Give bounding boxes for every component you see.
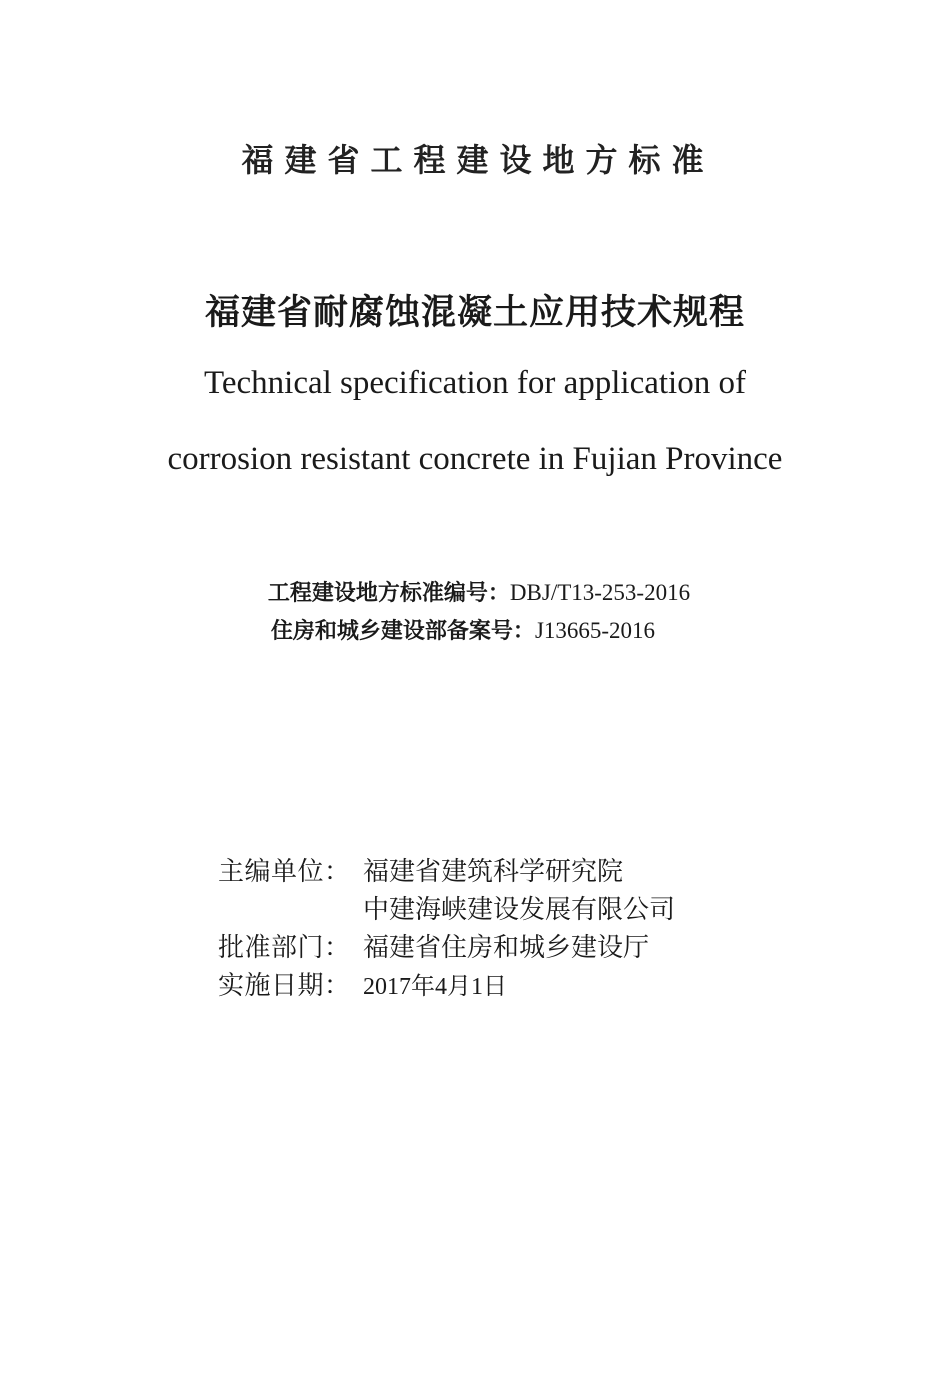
effective-date-row (218, 964, 838, 1002)
editor-value-2: 中建海峡建设发展有限公司 (363, 894, 676, 925)
effective-date-value: 2017年4月1日 (363, 973, 507, 1000)
editor-label: 主编单位： (218, 856, 351, 887)
standard-number-line (0, 576, 950, 607)
approver-label: 批准部门： (218, 932, 351, 963)
editor-row (218, 850, 838, 888)
filing-number-line (0, 614, 950, 645)
main-title-chinese: 福建省耐腐蚀混凝土应用技术规程 (204, 293, 745, 333)
filing-number-value: J13665-2016 (534, 618, 656, 643)
publication-info (218, 850, 838, 1002)
series-title: 福建省工程建设地方标准 (241, 141, 715, 179)
main-title-english-line-2: corrosion resistant concrete in Fujian Province (167, 441, 783, 477)
filing-number-label: 住房和城乡建设部备案号： (270, 619, 535, 644)
standard-number-value: DBJ/T13-253-2016 (509, 580, 691, 605)
approver-row (218, 926, 838, 964)
approver-value: 福建省住房和城乡建设厅 (363, 932, 650, 963)
main-title-english-line-1: Technical specification for application of (204, 365, 746, 401)
effective-date-label: 实施日期： (218, 970, 351, 1001)
standard-number-label: 工程建设地方标准编号： (267, 581, 510, 606)
editor-value-1: 福建省建筑科学研究院 (363, 856, 624, 887)
editor-row-2 (218, 888, 838, 926)
